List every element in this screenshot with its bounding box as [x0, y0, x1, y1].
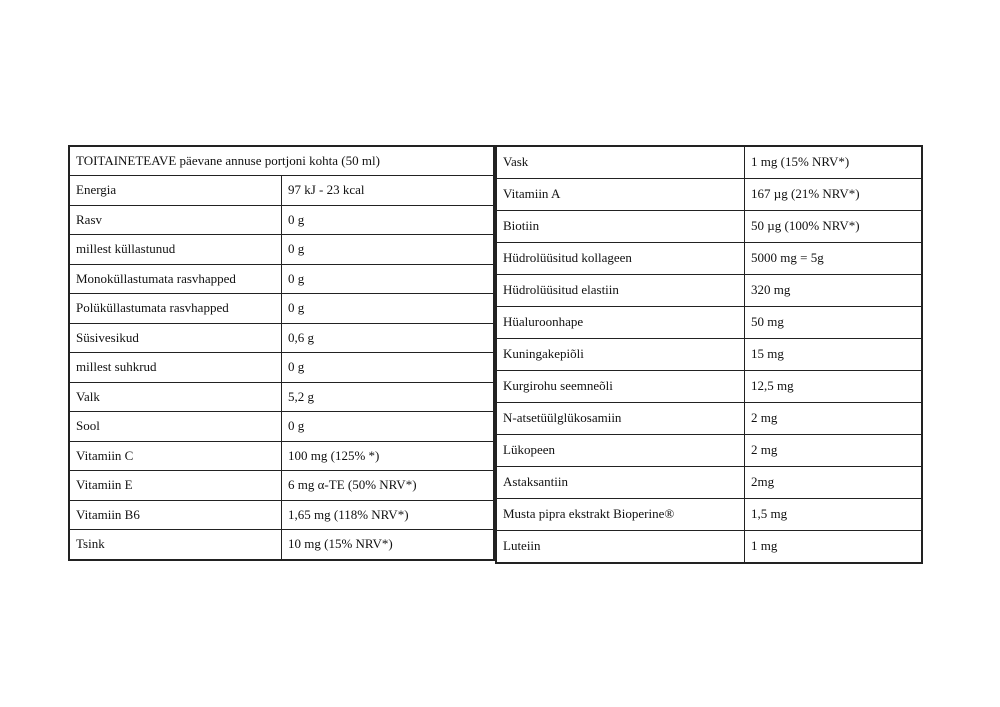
- nutrient-value: 5000 mg = 5g: [745, 243, 923, 275]
- nutrition-table-left: [68, 145, 495, 561]
- table-row: [496, 179, 922, 211]
- nutrient-name: Vitamiin C: [69, 441, 282, 471]
- nutrient-value: 50 µg (100% NRV*): [745, 211, 923, 243]
- nutrient-name: Kurgirohu seemneõli: [496, 371, 745, 403]
- nutrient-name: Sool: [69, 412, 282, 442]
- nutrient-name: Vitamiin B6: [69, 500, 282, 530]
- table-row: [69, 382, 494, 412]
- nutrient-value: 1,65 mg (118% NRV*): [282, 500, 495, 530]
- nutrient-name: Hüdrolüüsitud elastiin: [496, 275, 745, 307]
- nutrition-table-right: [495, 145, 923, 564]
- nutrient-name: millest suhkrud: [69, 353, 282, 383]
- table-row: [496, 403, 922, 435]
- nutrient-value: 0 g: [282, 353, 495, 383]
- nutrient-name: Astaksantiin: [496, 467, 745, 499]
- nutrient-name: Kuningakepiõli: [496, 339, 745, 371]
- nutrient-value: 0 g: [282, 294, 495, 324]
- nutrient-value: 320 mg: [745, 275, 923, 307]
- table-row: [496, 371, 922, 403]
- table-row: [496, 211, 922, 243]
- nutrient-value: 10 mg (15% NRV*): [282, 530, 495, 560]
- nutrient-value: 15 mg: [745, 339, 923, 371]
- nutrient-name: millest küllastunud: [69, 235, 282, 265]
- nutrient-value: 6 mg α-TE (50% NRV*): [282, 471, 495, 501]
- table-row: [69, 176, 494, 206]
- nutrient-value: 12,5 mg: [745, 371, 923, 403]
- nutrient-name: Valk: [69, 382, 282, 412]
- nutrient-value: 5,2 g: [282, 382, 495, 412]
- nutrient-name: Musta pipra ekstrakt Bioperine®: [496, 499, 745, 531]
- table-row: [69, 294, 494, 324]
- table-row: [69, 441, 494, 471]
- table-row: [69, 500, 494, 530]
- table-row: [69, 235, 494, 265]
- nutrient-value: 0 g: [282, 205, 495, 235]
- nutrient-value: 50 mg: [745, 307, 923, 339]
- nutrition-table-left-body: [69, 146, 494, 560]
- table-row: [496, 275, 922, 307]
- nutrient-name: Süsivesikud: [69, 323, 282, 353]
- nutrient-value: 167 µg (21% NRV*): [745, 179, 923, 211]
- nutrient-name: Monoküllastumata rasvhapped: [69, 264, 282, 294]
- table-row: [496, 243, 922, 275]
- nutrient-value: 2mg: [745, 467, 923, 499]
- table-row: [496, 531, 922, 564]
- nutrient-name: Energia: [69, 176, 282, 206]
- table-row: [69, 353, 494, 383]
- table-row: [496, 467, 922, 499]
- nutrient-name: N-atsetüülglükosamiin: [496, 403, 745, 435]
- table-row: [69, 264, 494, 294]
- nutrient-value: 100 mg (125% *): [282, 441, 495, 471]
- table-row: [496, 307, 922, 339]
- nutrient-value: 2 mg: [745, 435, 923, 467]
- nutrient-value: 1,5 mg: [745, 499, 923, 531]
- nutrient-name: Luteiin: [496, 531, 745, 564]
- table-row: [496, 339, 922, 371]
- nutrient-name: Hüaluroonhape: [496, 307, 745, 339]
- nutrient-value: 2 mg: [745, 403, 923, 435]
- nutrient-value: 1 mg (15% NRV*): [745, 146, 923, 179]
- nutrient-value: 0 g: [282, 264, 495, 294]
- nutrient-value: 1 mg: [745, 531, 923, 564]
- nutrient-name: Lükopeen: [496, 435, 745, 467]
- table-row: [69, 412, 494, 442]
- nutrient-value: 0 g: [282, 235, 495, 265]
- nutrient-value: 0 g: [282, 412, 495, 442]
- nutrient-value: 97 kJ - 23 kcal: [282, 176, 495, 206]
- table-row: [69, 530, 494, 560]
- table-row: [69, 471, 494, 501]
- nutrient-value: 0,6 g: [282, 323, 495, 353]
- table-row: [496, 435, 922, 467]
- table-row: [69, 205, 494, 235]
- table-title-row: [69, 146, 494, 176]
- nutrition-table-right-body: [496, 146, 922, 563]
- nutrient-name: Biotiin: [496, 211, 745, 243]
- table-title: TOITAINETEAVE päevane annuse portjoni kohta (50 ml): [69, 146, 494, 176]
- table-row: [69, 323, 494, 353]
- nutrient-name: Polüküllastumata rasvhapped: [69, 294, 282, 324]
- nutrient-name: Hüdrolüüsitud kollageen: [496, 243, 745, 275]
- nutrient-name: Rasv: [69, 205, 282, 235]
- nutrient-name: Tsink: [69, 530, 282, 560]
- nutrient-name: Vitamiin E: [69, 471, 282, 501]
- nutrient-name: Vask: [496, 146, 745, 179]
- table-row: [496, 499, 922, 531]
- nutrient-name: Vitamiin A: [496, 179, 745, 211]
- table-row: [496, 146, 922, 179]
